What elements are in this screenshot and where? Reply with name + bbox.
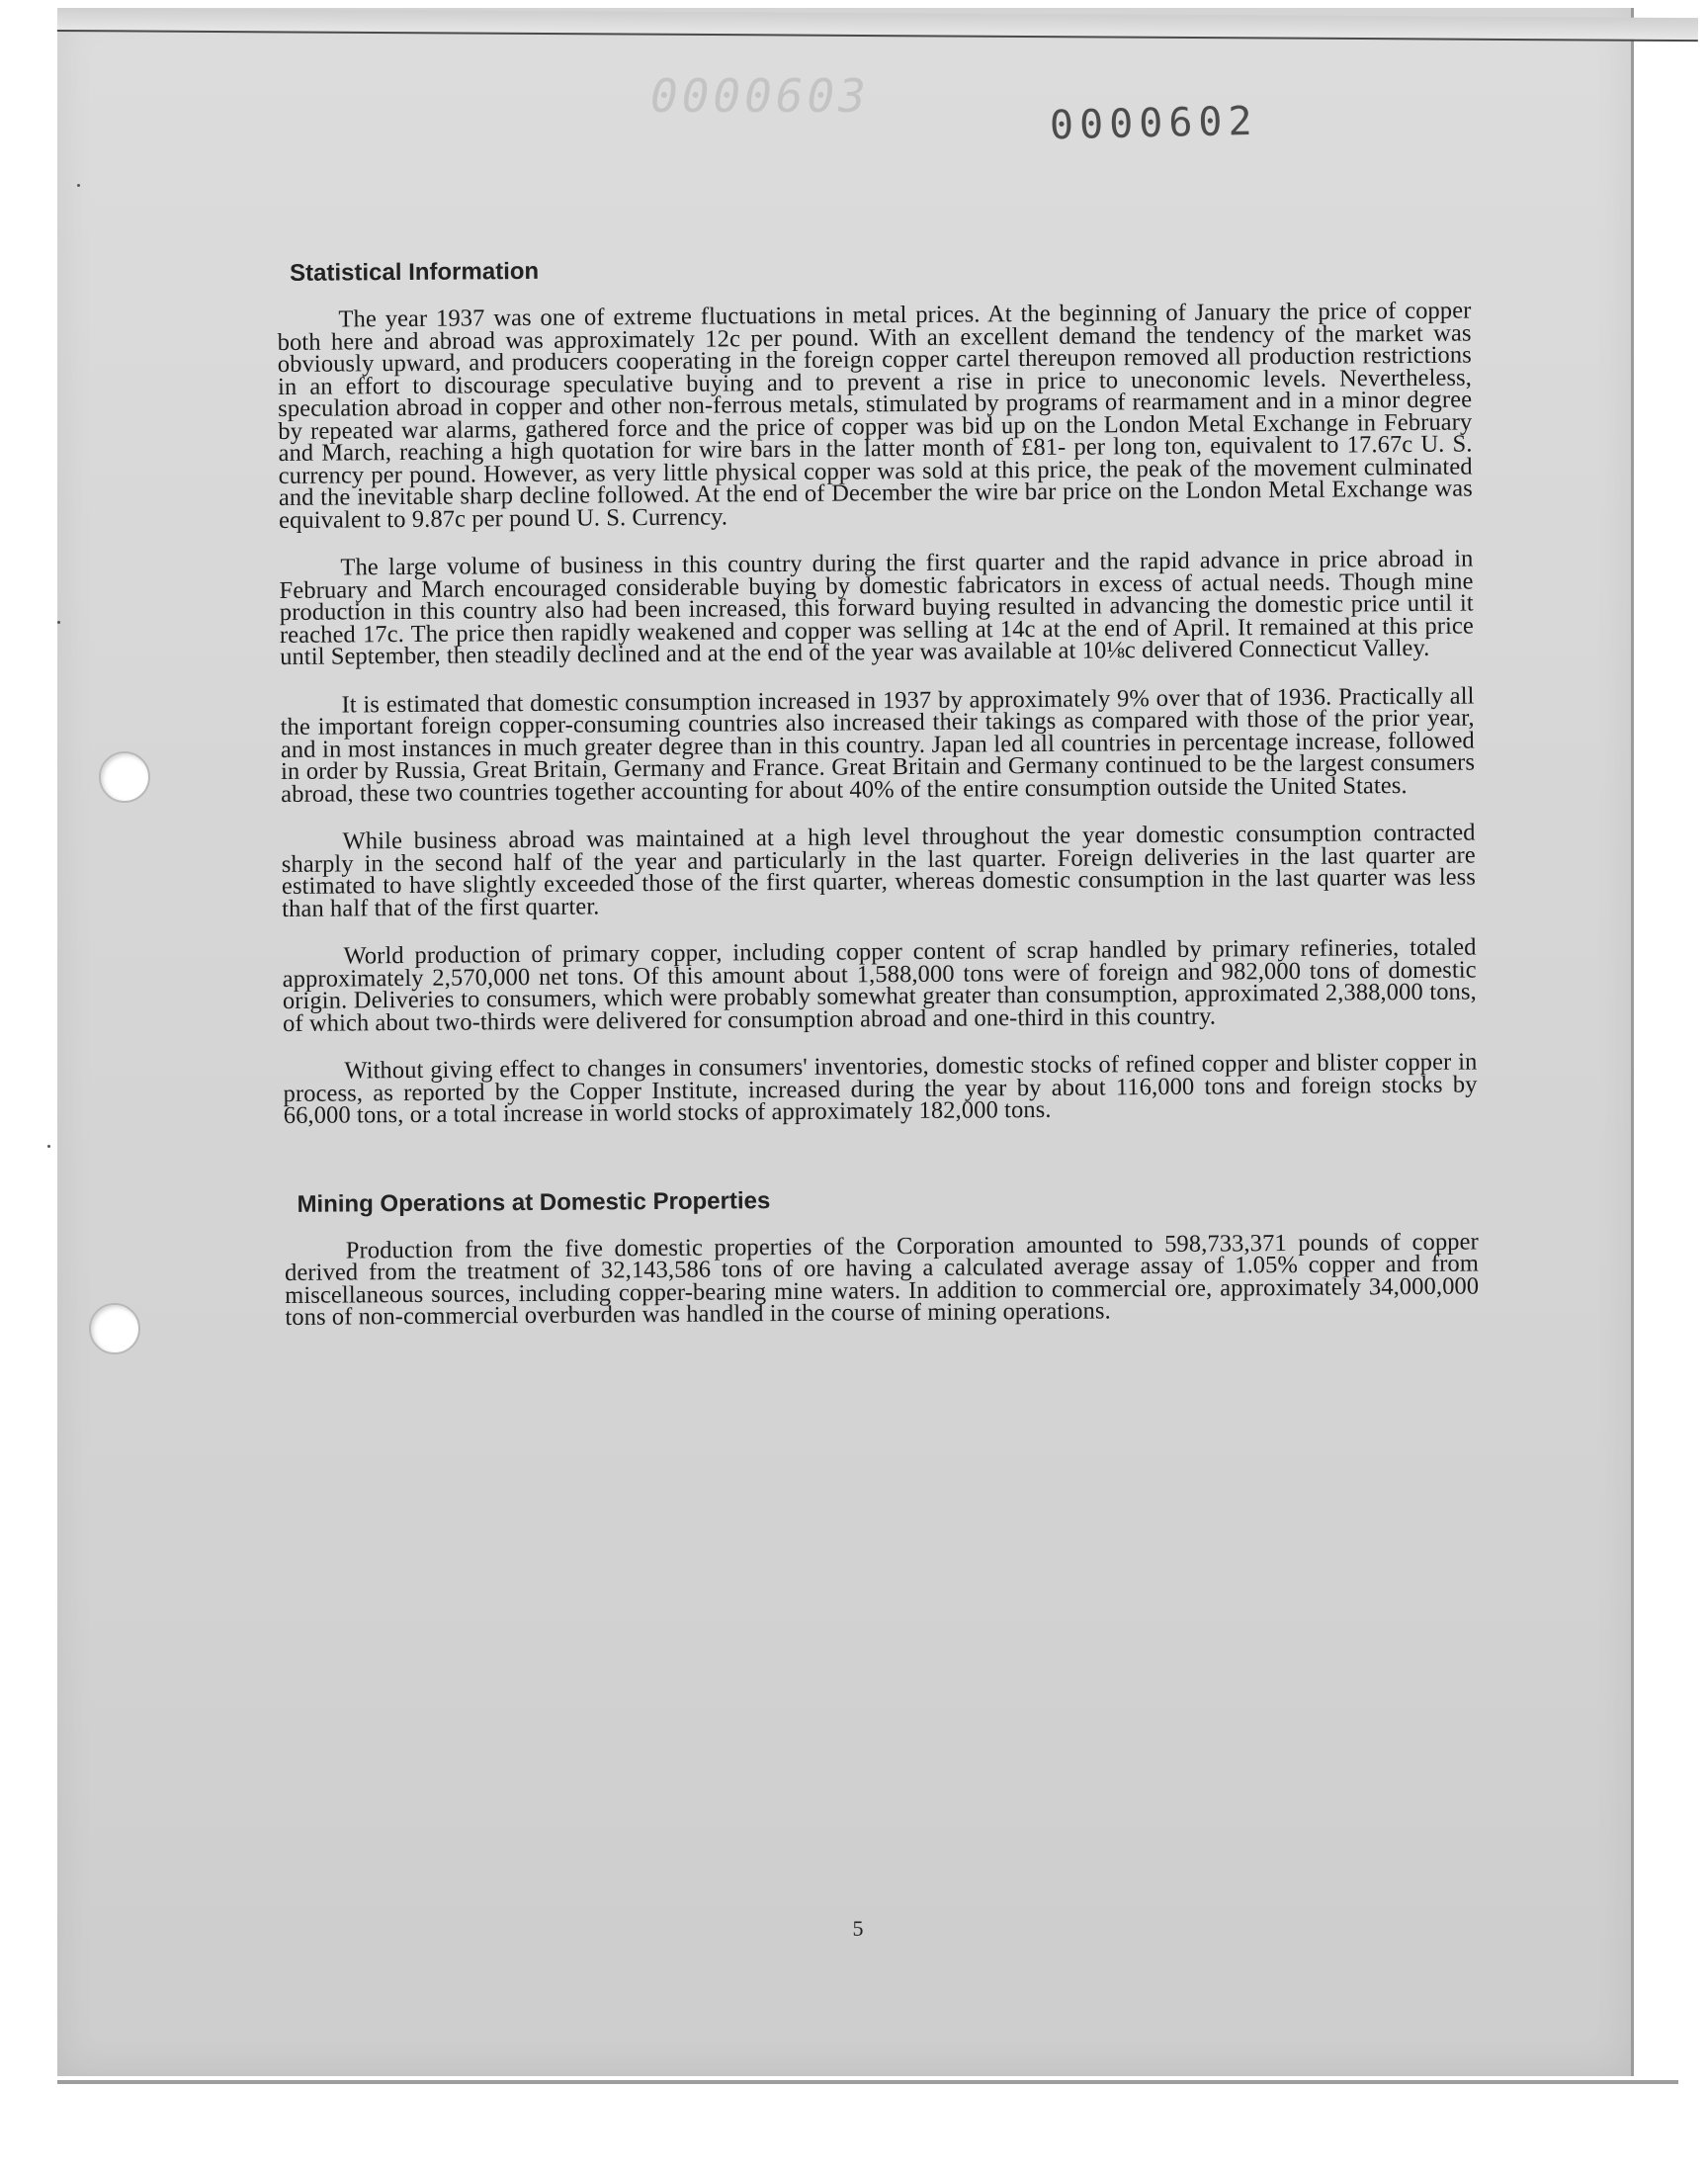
scan-speck: [47, 1145, 50, 1148]
page-bottom-edge: [57, 2080, 1678, 2084]
paragraph-domestic-consumption: It is estimated that domestic consumption increased in 1937 by approximately 9% over that of 1936. Practically all the important foreign copper-consuming countries also increased their takings as compared with those of the prior year, and in most instances in much greater degree than in this country. Japan led all countries in percentage increase, followed in order by Russia, Great Britain, Germany and France. Great Britain and Germany continued to be the largest consumers abroad, these two countries together accounting for about 40% of the entire consumption outside the United States.: [280, 681, 1476, 808]
document-body: [277, 251, 1480, 1355]
punch-hole-upper: [99, 751, 150, 803]
scan-speck: [77, 184, 80, 187]
paragraph-stocks: Without giving effect to changes in consumers' inventories, domestic stocks of refined copper and blister copper in process, as reported by the Copper Institute, increased during the year by about 116,000 tons and foreign stocks by 66,000 tons, or a total increase in world stocks of approximately 182,000 tons.: [283, 1048, 1478, 1129]
paragraph-business-abroad: While business abroad was maintained at a high level throughout the year domestic consumption contracted sharply in the second half of the year and particularly in the last quarter. Foreign deliveries in the last quarter are estimated to have slightly exceeded those of the first quarter, whereas domestic consumption in the last quarter was less than half that of the first quarter.: [281, 819, 1477, 922]
section-heading-mining-operations: Mining Operations at Domestic Properties: [297, 1186, 771, 1218]
paragraph-production: Production from the five domestic properties of the Corporation amounted to 598,733,371 pounds of copper derived from the treatment of 32,143,586 tons of ore having a calculated average assay of 1.05% copper and from miscellaneous sources, including copper-bearing mine waters. In addition to commercial ore, approximately 34,000,000 tons of non-commercial overburden was handled in the course of mining operations.: [284, 1227, 1480, 1331]
paragraph-metal-prices: The year 1937 was one of extreme fluctuations in metal prices. At the beginning of January the price of copper both here and abroad was approximately 12c per pound. With an excellent demand the tendency of the market was obviously upward, and producers cooperating in the foreign copper cartel thereupon removed all production restrictions in an effort to discourage speculative buying and to prevent a rise in price to uneconomic levels. Nevertheless, speculation abroad in copper and other non-ferrous metals, stimulated by programs of rearmament and in a minor degree by repeated war alarms, gathered force and the price of copper was bid up on the London Metal Exchange in February and March, reaching a high quotation for wire bars in the latter month of £81- per long ton, equivalent to 17.67c U. S. currency per pound. However, as very little physical copper was sold at this price, the peak of the movement culminated and the inevitable sharp decline followed. At the end of December the wire bar price on the London Metal Exchange was equivalent to 9.87c per pound U. S. Currency.: [277, 297, 1473, 534]
scan-speck: [57, 621, 60, 624]
page-top-edge: [57, 8, 1698, 42]
faint-stamp-number: 0000603: [650, 69, 870, 123]
paragraph-domestic-business: The large volume of business in this country during the first quarter and the rapid advance in price abroad in February and March encouraged considerable buying by domestic fabricators in excess of actual needs. Though mine production in this country also had been increased, this forward buying resulted in advancing the domestic price until it reached 17c. The price then rapidly weakened and copper was selling at 14c at the end of April. It remained at this price until September, then steadily declined and at the end of the year was available at 10⅛c delivered Connecticut Valley.: [279, 545, 1475, 670]
section-heading-statistical-information: Statistical Information: [289, 257, 540, 287]
paragraph-world-production: World production of primary copper, including copper content of scrap handled by primary refineries, totaled approximately 2,570,000 net tons. Of this amount about 1,588,000 tons were of foreign and 982,000 tons of domestic origin. Deliveries to consumers, which were probably somewhat greater than consumption, approximated 2,388,000 tons, of which about two-thirds were delivered for consumption abroad and one-third in this country.: [282, 933, 1477, 1037]
document-page: [57, 8, 1634, 2076]
punch-hole-lower: [89, 1303, 140, 1354]
document-stamp-number: 0000602: [1049, 98, 1259, 149]
page-number: 5: [852, 1916, 864, 1941]
